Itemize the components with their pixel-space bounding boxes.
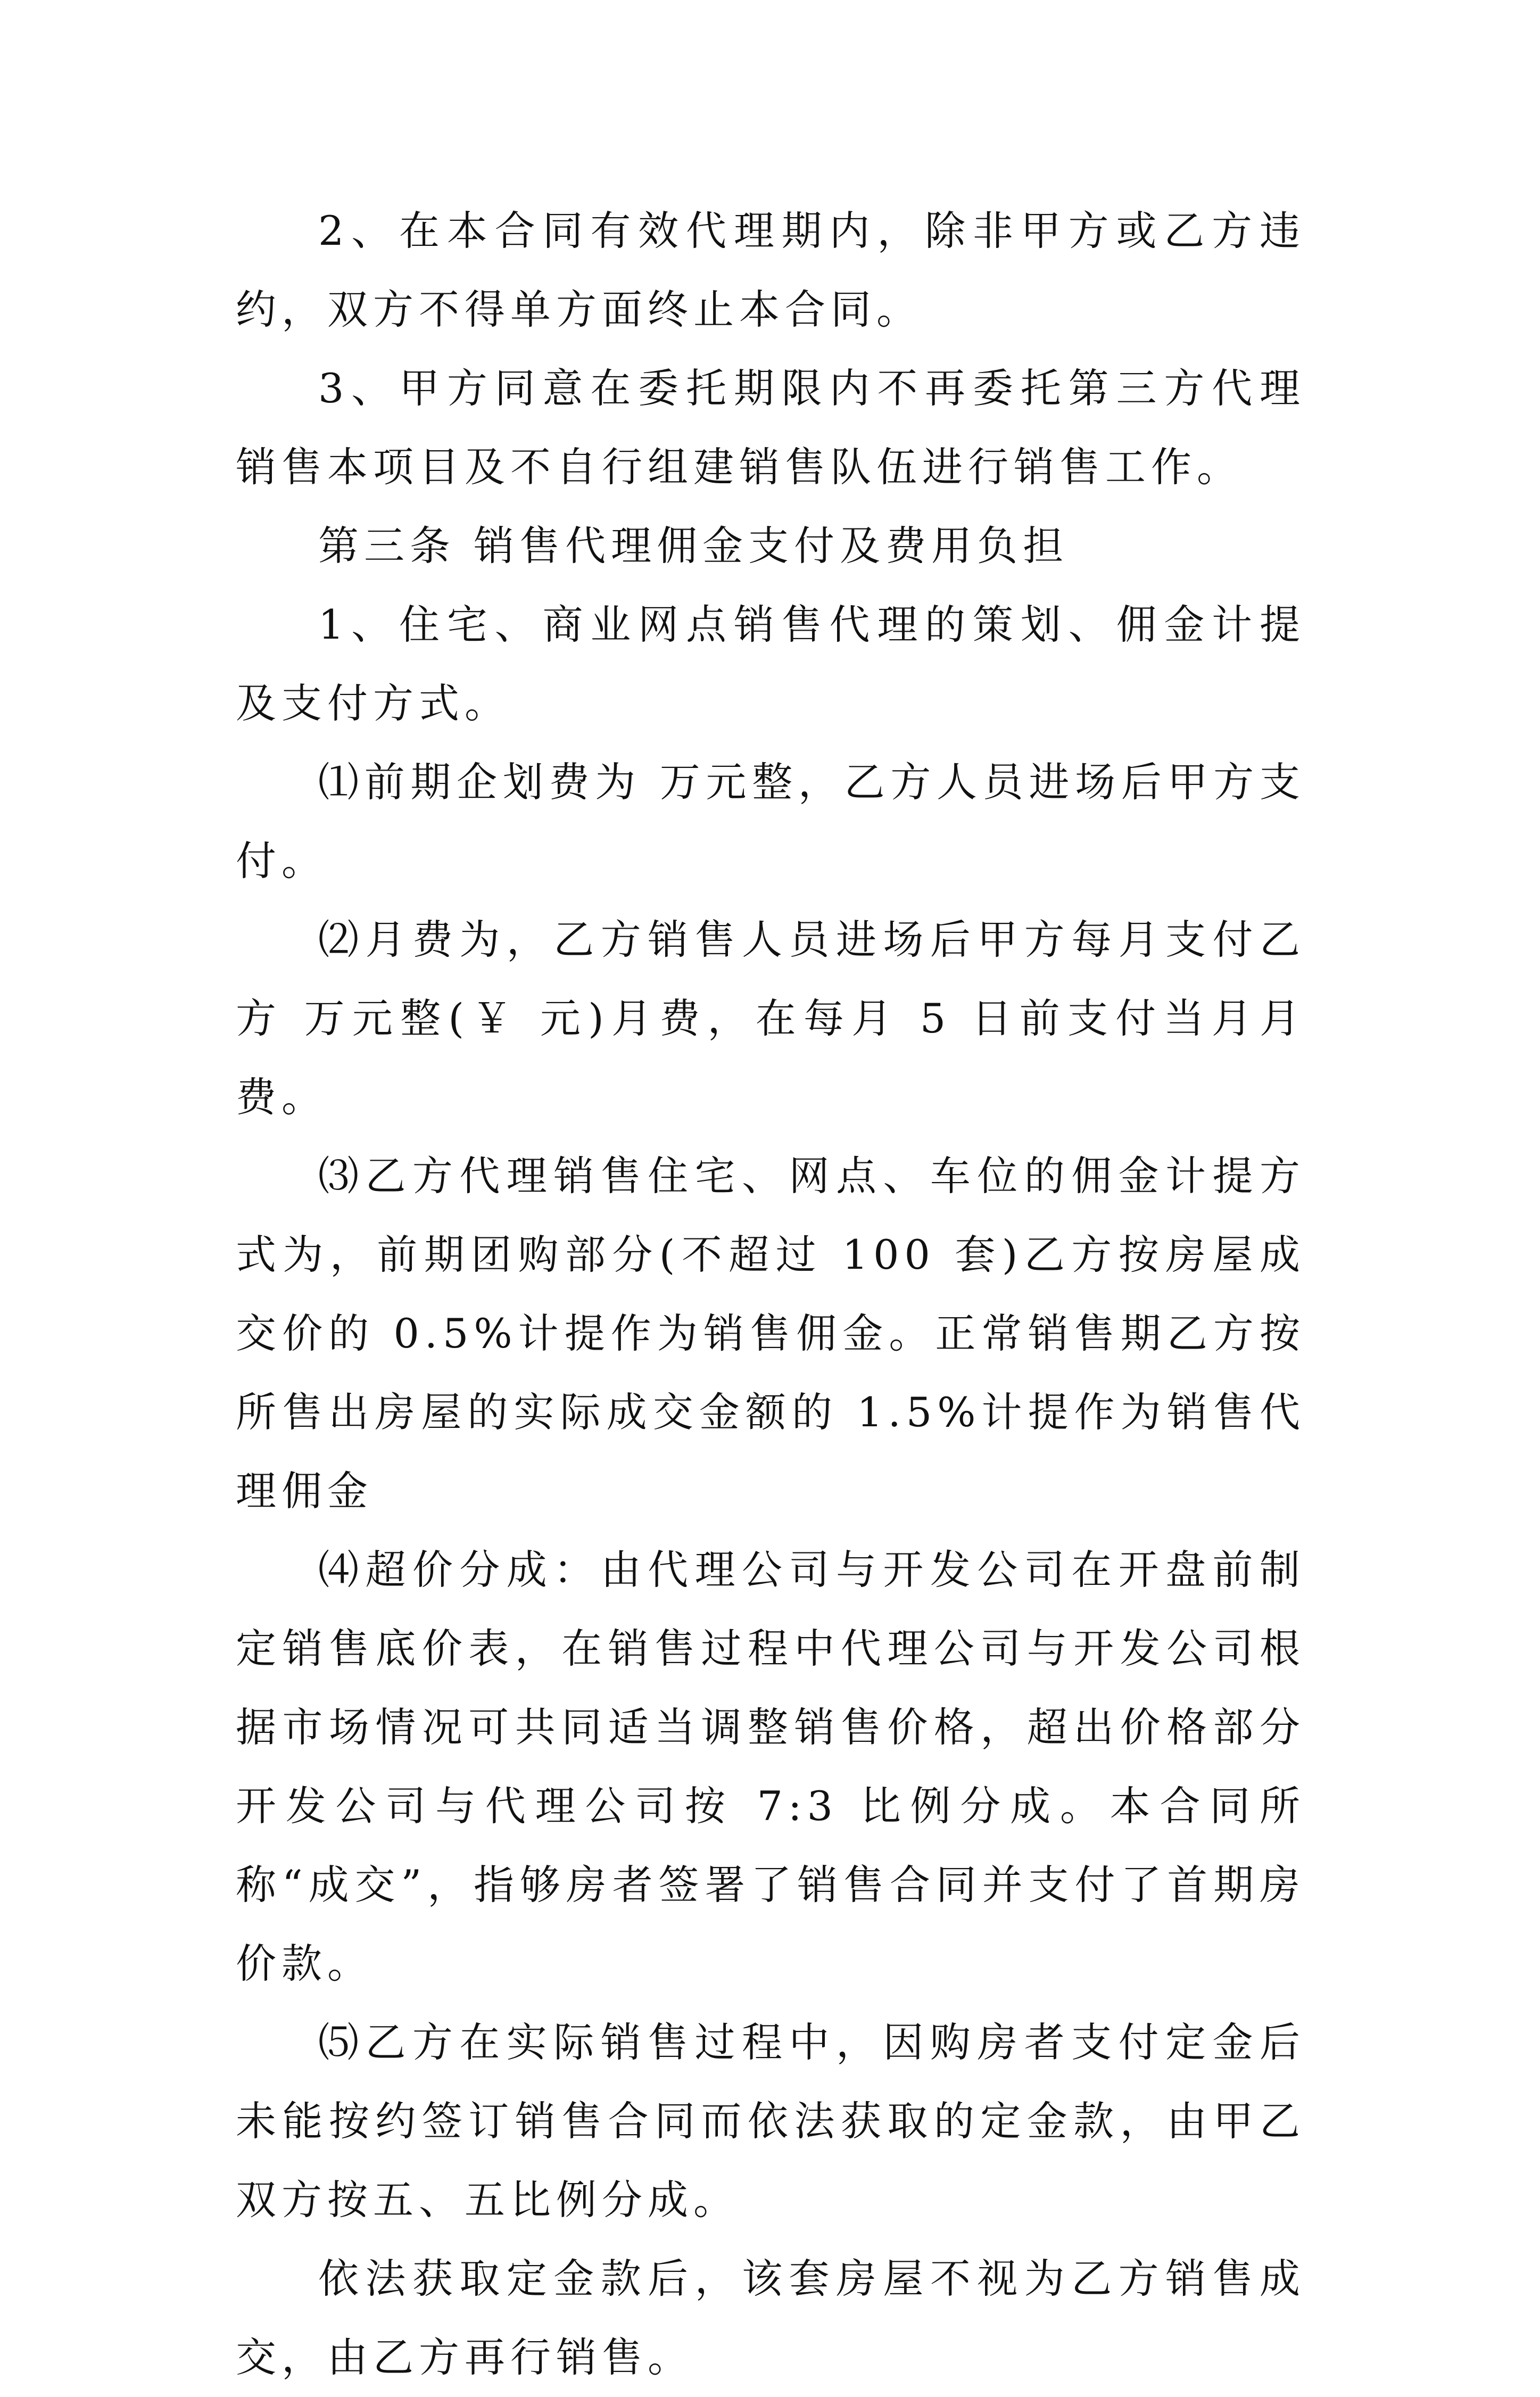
clause-3-paragraph: 3、甲方同意在委托期限内不再委托第三方代理销售本项目及不自行组建销售队伍进行销售工作。 [236, 365, 1305, 491]
premium-sharing-paragraph: ⑷超价分成：由代理公司与开发公司在开盘前制定销售底价表，在销售过程中代理公司与开发公司根据市场情况可共同适当调整销售价格，超出价格部分开发公司与代理公司按 7:3 比例分成。本合同所称“成交”，指够房者签署了销售合同并支付了首期房价款。 [236, 1546, 1305, 1987]
document-body [236, 192, 1305, 2397]
commission-rate-paragraph: ⑶乙方代理销售住宅、网点、车位的佣金计提方式为，前期团购部分(不超过 100 套)乙方按房屋成交价的 0.5%计提作为销售佣金。正常销售期乙方按所售出房屋的实际成交金额的 1.5%计提作为销售代理佣金 [236, 1152, 1305, 1515]
commission-method-paragraph: 1、住宅、商业网点销售代理的策划、佣金计提及支付方式。 [236, 601, 1305, 727]
planning-fee-paragraph: ⑴前期企划费为 万元整，乙方人员进场后甲方支付。 [236, 758, 1305, 885]
deposit-sharing-paragraph: ⑸乙方在实际销售过程中，因购房者支付定金后未能按约签订销售合同而依法获取的定金款，由甲乙双方按五、五比例分成。 [236, 2019, 1305, 2224]
clause-2-paragraph: 2、在本合同有效代理期内，除非甲方或乙方违约，双方不得单方面终止本合同。 [236, 207, 1305, 333]
resale-paragraph: 依法获取定金款后，该套房屋不视为乙方销售成交，由乙方再行销售。 [236, 2255, 1305, 2381]
monthly-fee-paragraph: ⑵月费为，乙方销售人员进场后甲方每月支付乙方 万元整(￥ 元)月费，在每月 5 日前支付当月月费。 [236, 916, 1305, 1121]
article-3-heading: 第三条 销售代理佣金支付及费用负担 [318, 522, 1069, 569]
